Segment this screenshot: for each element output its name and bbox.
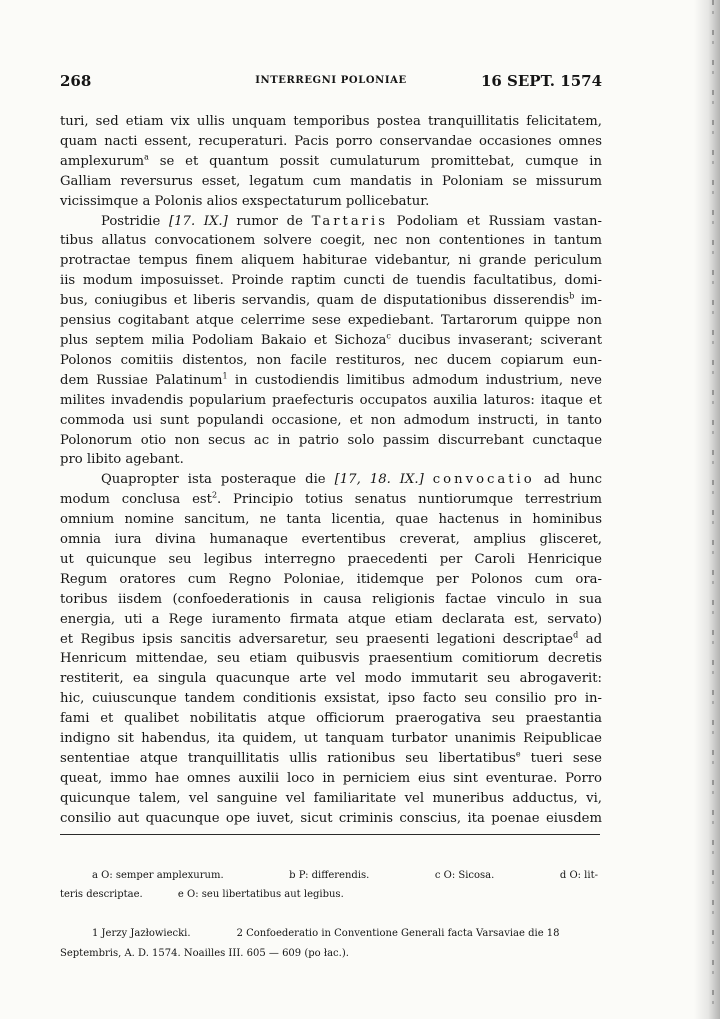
text-segment: commoda usi sunt populandi occasione, et non admodum instructi, in tanto bbox=[60, 412, 602, 428]
text-line bbox=[60, 431, 602, 451]
text-segment: bus, coniugibus et liberis servandis, quam de disputationibus disserendis bbox=[60, 293, 570, 309]
text-segment: restiterit, ea singula quacunque arte vel modo immutarit seu abrogaverit: bbox=[60, 671, 602, 687]
header-date: 16 SEPT. 1574 bbox=[480, 72, 602, 90]
text-segment: ad hunc bbox=[534, 472, 602, 488]
text-segment: Galliam reversurus esset, legatum cum mandatis in Poloniam se missurum bbox=[60, 173, 602, 189]
footnote-2-continued: Septembris, A. D. 1574. Noailles III. 605 — 609 (po łac.). bbox=[60, 948, 349, 959]
text-segment: Polonos comitiis distentos, non facile restituros, nec ducem copiarum eun- bbox=[60, 352, 602, 368]
text-segment: hic, cuiuscunque tandem conditionis exsistat, ipso facto seu consilio pro in- bbox=[60, 691, 602, 707]
text-segment: omnium nomine sancitum, ne tanta licentia, quae hactenus in hominibus bbox=[60, 512, 602, 528]
text-line bbox=[60, 132, 602, 152]
text-segment: ad bbox=[578, 631, 603, 647]
text-line bbox=[60, 251, 602, 271]
text-line bbox=[60, 212, 602, 232]
text-line bbox=[60, 231, 602, 251]
text-segment: modum conclusa est bbox=[60, 492, 212, 508]
text-line bbox=[60, 530, 602, 550]
text-segment: Polonorum otio non secus ac in patrio solo passim discurrebant cunctaque bbox=[60, 432, 602, 448]
text-segment: Regum oratores cum Regno Poloniae, itidemque per Polonos cum ora- bbox=[60, 571, 602, 587]
footnote-marker: 2 bbox=[211, 490, 218, 500]
spaced-term: Tartaris bbox=[311, 213, 388, 229]
text-line bbox=[60, 470, 602, 490]
text-line bbox=[60, 570, 602, 590]
footnote-c: c O: Sicosa. bbox=[434, 870, 495, 881]
page-header bbox=[60, 72, 602, 94]
text-segment: queat, immo hae omnes auxilii loco in perniciem eius sint eventurae. Porro bbox=[60, 770, 602, 786]
footnote-a: a O: semper amplexurum. bbox=[92, 870, 224, 881]
footnote-marker: a bbox=[144, 152, 149, 162]
text-segment: energia, uti a Rege iuramento firmata atque etiam declarata est, servato) bbox=[60, 611, 602, 627]
text-line bbox=[60, 590, 602, 610]
text-segment: tueri sese bbox=[520, 751, 602, 766]
text-segment: dem Russiae Palatinum bbox=[60, 372, 223, 388]
footnote-divider bbox=[60, 834, 600, 835]
text-segment: fami et qualibet nobilitatis atque officiorum praerogativa seu praestantia bbox=[60, 711, 602, 727]
text-segment: pro libito agebant. bbox=[60, 452, 184, 468]
footnote-1: 1 Jerzy Jazłowiecki. bbox=[92, 928, 191, 939]
running-title: INTERREGNI POLONIAE bbox=[255, 75, 407, 86]
text-line bbox=[60, 729, 602, 749]
footnote-marker: b bbox=[569, 291, 575, 301]
textual-footnotes bbox=[60, 866, 598, 904]
text-line bbox=[60, 649, 602, 669]
text-line bbox=[60, 192, 602, 212]
text-segment: se et quantum possit cumulaturum promittebat, cumque in bbox=[148, 153, 602, 169]
footnote-marker: c bbox=[386, 331, 391, 341]
text-line bbox=[60, 371, 602, 391]
date-annotation: [17. IX.] bbox=[169, 213, 228, 229]
text-segment: sententiae atque tranquillitatis ullis rationibus seu libertatibus bbox=[60, 751, 516, 766]
text-segment: plus septem milia Podoliam Bakaio et Sichoza bbox=[60, 332, 387, 348]
text-line bbox=[60, 769, 602, 789]
text-segment: protractae tempus finem aliquem habiturae videbantur, ni grande periculum bbox=[60, 253, 602, 269]
text-line bbox=[60, 450, 602, 470]
text-segment: turi, sed etiam vix ullis unquam temporibus postea tranquillitatis felicitatem, bbox=[60, 114, 602, 129]
text-segment: iis modum imposuisset. Proinde raptim cuncti de tuendis facultatibus, domi- bbox=[60, 273, 602, 289]
footnote-marker: d bbox=[573, 630, 579, 640]
text-segment: quam nacti essent, recuperaturi. Pacis porro conservandae occasiones omnes bbox=[60, 133, 602, 149]
text-segment: omnia iura divina humanaque evertentibus creverat, amplius glisceret, bbox=[60, 532, 602, 548]
text-line bbox=[60, 172, 602, 192]
text-segment: Postridie bbox=[101, 213, 170, 229]
text-line bbox=[60, 789, 602, 809]
explanatory-footnotes bbox=[60, 924, 600, 964]
text-segment: ducibus invaserant; sciverant bbox=[390, 332, 602, 348]
text-segment: im- bbox=[574, 293, 602, 309]
page-number: 268 bbox=[60, 72, 92, 90]
text-segment: ut quicunque seu legibus interregno praecedenti per Caroli Henricique bbox=[60, 551, 602, 567]
text-segment: consilio aut quacunque ope iuvet, sicut criminis conscius, ita poenae eiusdem bbox=[60, 810, 602, 826]
main-text bbox=[60, 112, 602, 829]
text-line bbox=[60, 490, 602, 510]
text-line bbox=[60, 809, 602, 829]
page-edge-artifact bbox=[712, 0, 714, 1019]
text-line bbox=[60, 709, 602, 729]
text-line bbox=[60, 610, 602, 630]
text-line bbox=[60, 630, 602, 650]
text-segment: tibus allatus convocationem solvere coegit, nec non contentiones in tantum bbox=[60, 233, 602, 249]
text-segment: toribus iisdem (confoederationis in causa religionis factae vinculo in sua bbox=[60, 591, 602, 607]
text-segment: milites invadendis popularium praefecturis occupatos auxilia laturos: itaque et bbox=[60, 392, 602, 408]
text-segment: Podoliam et Russiam vastan- bbox=[387, 213, 602, 229]
footnote-2: 2 Confoederatio in Conventione Generali facta Varsaviae die 18 bbox=[236, 928, 560, 939]
text-segment: rumor de bbox=[227, 213, 312, 229]
text-line bbox=[60, 271, 602, 291]
text-line bbox=[60, 689, 602, 709]
text-segment: Quapropter ista posteraque die bbox=[101, 472, 335, 488]
footnote-d: d O: lit- bbox=[559, 870, 598, 881]
page-edge-shadow bbox=[694, 0, 720, 1019]
text-segment: amplexurum bbox=[60, 153, 145, 169]
footnote-d-continued: teris descriptae. bbox=[60, 889, 143, 900]
footnote-b: b P: differendis. bbox=[289, 870, 370, 881]
text-line bbox=[60, 112, 602, 132]
text-segment: pensius cogitabant atque celerrime sese expediebant. Tartarorum quippe non bbox=[60, 313, 602, 329]
text-line bbox=[60, 331, 602, 351]
text-segment: et Regibus ipsis sancitis adversaretur, seu praesenti legationi descriptae bbox=[60, 631, 574, 647]
footnote-e: e O: seu libertatibus aut legibus. bbox=[177, 889, 344, 900]
text-line bbox=[60, 510, 602, 530]
text-line bbox=[60, 669, 602, 689]
text-segment: vicissimque a Polonis alios exspectaturum pollicebatur. bbox=[60, 193, 430, 209]
text-line bbox=[60, 351, 602, 371]
footnote-marker: e bbox=[515, 749, 521, 759]
spaced-term: convocatio bbox=[432, 472, 535, 488]
text-segment: in custodiendis limitibus admodum industrium, neve bbox=[227, 372, 602, 388]
text-line bbox=[60, 550, 602, 570]
text-segment: . Principio totius senatus nuntiorumque terrestrium bbox=[217, 492, 602, 508]
text-line bbox=[60, 411, 602, 431]
text-line bbox=[60, 291, 602, 311]
text-line bbox=[60, 749, 602, 769]
text-segment: Henricum mittendae, seu etiam quibusvis praesentium comitiorum decretis bbox=[60, 651, 602, 667]
text-segment: indigno sit habendus, ita quidem, ut tanquam turbator unanimis Reipublicae bbox=[60, 731, 602, 747]
text-segment bbox=[424, 472, 433, 487]
text-line bbox=[60, 311, 602, 331]
text-line bbox=[60, 391, 602, 411]
text-segment: quicunque talem, vel sanguine vel familiaritate vel muneribus adductus, vi, bbox=[60, 790, 602, 806]
date-annotation: [17, 18. IX.] bbox=[334, 472, 424, 488]
text-line bbox=[60, 152, 602, 172]
footnote-marker: 1 bbox=[222, 371, 228, 381]
